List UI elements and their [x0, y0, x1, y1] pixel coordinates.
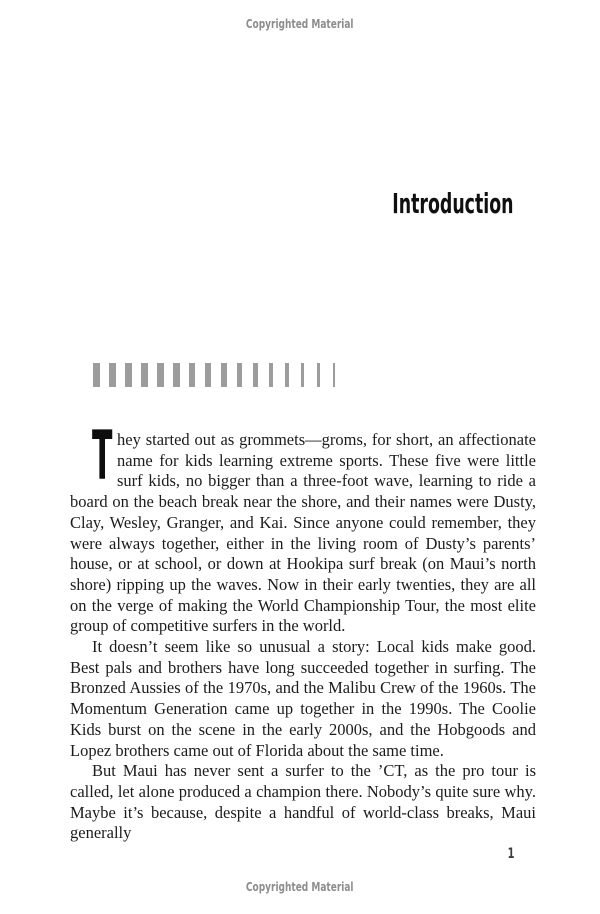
decorative-bar — [189, 363, 195, 387]
decorative-bar — [269, 363, 273, 387]
copyright-text-top: Copyrighted Material — [246, 17, 354, 31]
drop-cap — [92, 417, 113, 496]
copyright-text-bottom: Copyrighted Material — [246, 880, 354, 894]
paragraph: T hey started out as grommets—groms, for short, an affectionate name for kids learning extreme sports. These five were little surf kids, no bigger than a three-foot wave, learning to ride a board on the beach break near the shore, and their names were Dusty, Clay, Wesley, Granger, and Kai. Since anyone could remember, they were always together, either in the living room of Dusty’s parents’ house, or at school, or down at Hookipa surf break (on Maui’s north shore) ripping up the waves. Now in their early twenties, they are all on the verge of making the World Championship Tour, the most elite group of competitive surfers in the world. — [70, 417, 536, 636]
page-number: 1 — [507, 846, 515, 862]
decorative-bar — [253, 363, 258, 387]
decorative-bar — [205, 363, 211, 387]
decorative-bar — [221, 363, 227, 387]
decorative-bar — [333, 363, 335, 387]
decorative-bar — [93, 363, 100, 387]
decorative-bar — [125, 363, 132, 387]
decorative-bars — [93, 363, 335, 387]
paragraph: But Maui has never sent a surfer to the ’CT, as the pro tour is called, let alone produced a champion there. Nobody’s quite sure why. Maybe it’s because, despite a handful of world-class breaks, Maui generally — [70, 761, 536, 843]
chapter-title: Introduction — [392, 187, 514, 220]
copyright-notice-bottom — [0, 880, 600, 894]
paragraph: It doesn’t seem like so unusual a story: Local kids make good. Best pals and brothers have long succeeded together in surfing. The Bronzed Aussies of the 1970s, and the Malibu Crew of the 1960s. The Momentum Generation came up together in the 1990s. The Coolie Kids burst on the scene in the early 2000s, and the Hobgoods and Lopez brothers came out of Florida about the same time. — [70, 637, 536, 760]
decorative-bar — [173, 363, 180, 387]
copyright-notice-top — [0, 17, 600, 31]
decorative-bar — [157, 363, 164, 387]
body-text — [70, 417, 536, 844]
decorative-bar — [109, 363, 116, 387]
decorative-bar — [141, 363, 148, 387]
decorative-bar — [317, 363, 320, 387]
decorative-bar — [301, 363, 304, 387]
decorative-bar — [285, 363, 289, 387]
drop-cap-letter: T — [92, 417, 113, 496]
decorative-bar — [237, 363, 242, 387]
